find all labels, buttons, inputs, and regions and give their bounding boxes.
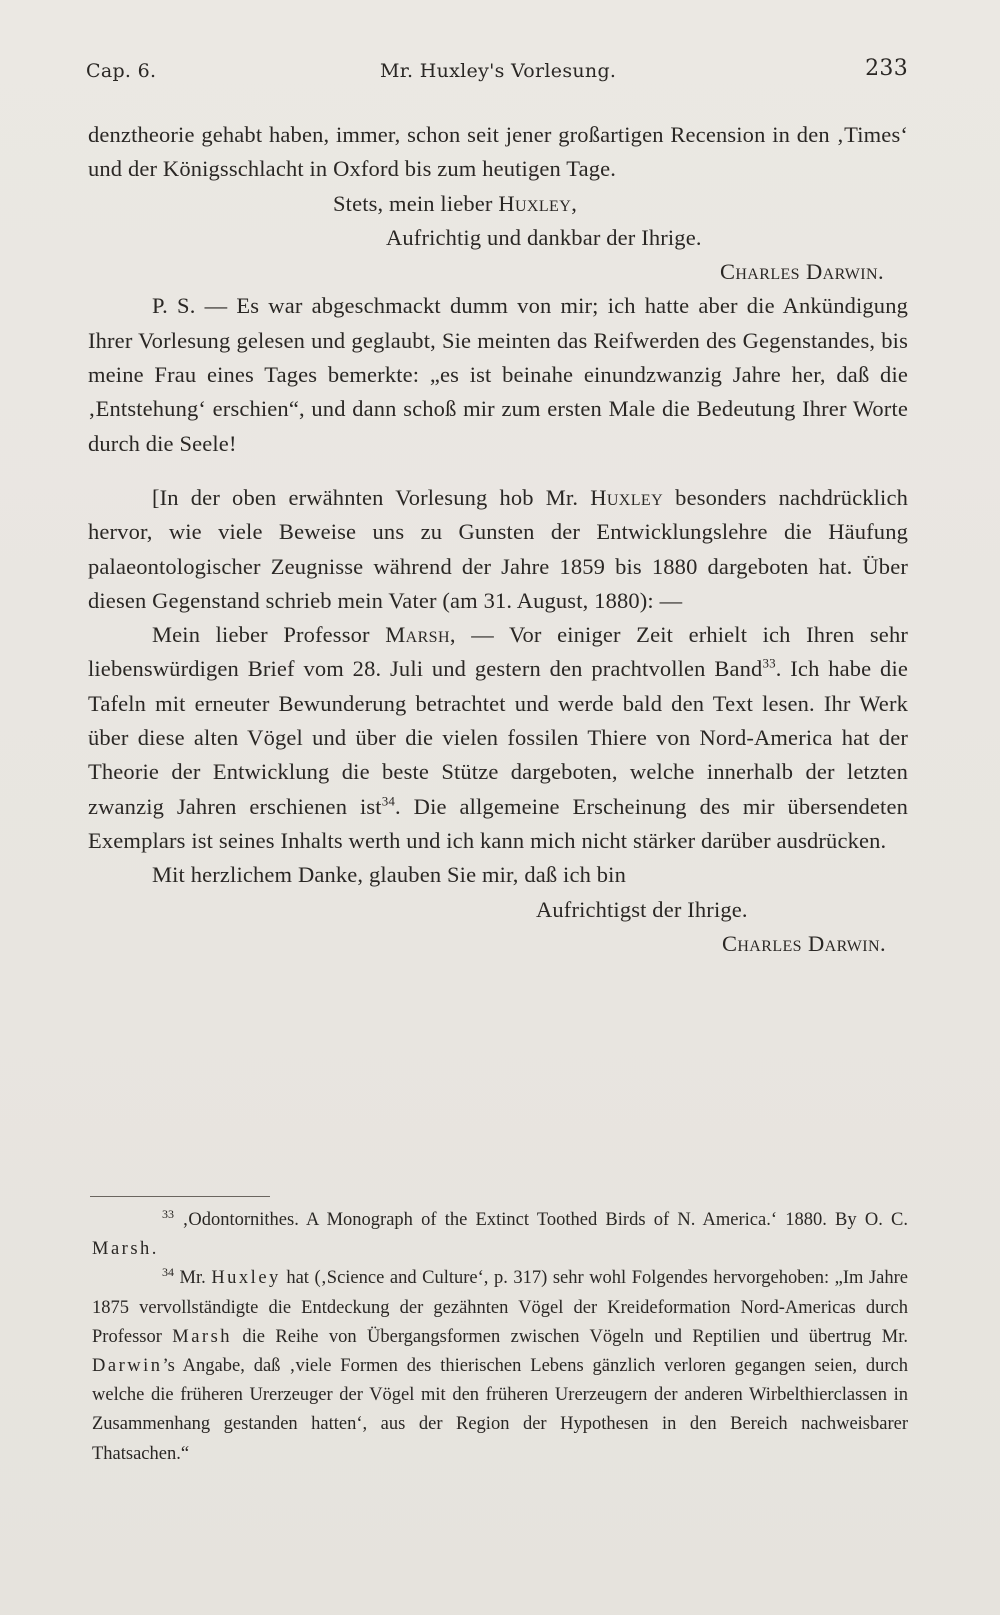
chapter-label: Cap. 6. xyxy=(86,60,157,82)
footnote-reference: 34 xyxy=(381,793,396,809)
letter-text: Mein lieber Professor xyxy=(152,622,386,648)
letter-closing-line: Aufrichtigst der Ihrige. xyxy=(536,896,748,922)
postscript-paragraph: P. S. — Es war abgeschmackt dumm von mir; ich hatte aber die Ankündigung Ihrer Vorlesung gelesen und geglaubt, Sie meinten das Reifwerden des Gegenstandes, bis meine Frau eines Tages bemerkte: „es ist beinahe einundzwanzig Jahre her, daß die ‚Entstehung‘ erschien“, und dann schoß mir zum ersten Male die Bedeutung Ihrer Worte durch die Seele! xyxy=(88,293,908,456)
footnote-text: ’s Angabe, daß ‚viele Formen des thierischen Lebens gänzlich verloren gegangen seien, durch welche die früheren Urerzeuger der Vögel mit den früheren Urerzeugern der anderen Wirbelthierclassen in Zusammenhang gestanden hatten‘, aus der Region der Hypothesen in den Bereich nachweisbarer Thatsachen.“ xyxy=(92,1356,908,1464)
editorial-text: [In der oben erwähnten Vorlesung hob Mr. xyxy=(152,484,591,510)
closing-text: Stets, mein lieber xyxy=(333,190,499,216)
letter-paragraph xyxy=(88,618,908,858)
letter-text: , — Vor einiger Zeit erhielt ich Ihren sehr liebenswürdigen Brief vom 28. Juli und gestern den prachtvollen Band xyxy=(88,622,908,682)
running-title: Mr. Huxley's Vorlesung. xyxy=(380,60,617,82)
letter-text: . Die allgemeine Erscheinung des mir übersendeten Exemplars ist seines Inhalts werth und ich kann mich nicht stärker darüber ausdrücken. xyxy=(88,793,908,853)
footnotes xyxy=(92,1206,908,1469)
letter-closing-line: Mit herzlichem Danke, glauben Sie mir, daß ich bin xyxy=(152,862,626,888)
running-header xyxy=(86,56,908,86)
footnote-text: Mr. xyxy=(174,1268,212,1289)
page-number: 233 xyxy=(865,56,908,81)
person-name: Marsh xyxy=(385,622,450,648)
letter-closing-line: Aufrichtig und dankbar der Ihrige. xyxy=(386,224,702,250)
footnote-33 xyxy=(92,1206,908,1264)
person-name: Marsh xyxy=(172,1326,233,1347)
addressee-name: Huxley xyxy=(498,190,572,216)
paragraph-gap xyxy=(88,461,908,481)
closing-punct: , xyxy=(571,190,577,216)
footnote-marker: 34 xyxy=(162,1265,174,1280)
footnote-text: . xyxy=(151,1239,157,1260)
footnote-text: hat (‚Science and Culture‘, p. 317) sehr wohl Folgendes hervorgehoben: „Im Jahre 1875 vervollständigte die Entdeckung der gezähnten Vögel der Kreideformation Nord-Americas durch Professor xyxy=(92,1268,908,1347)
signature: Charles Darwin. xyxy=(721,930,886,956)
footnote-rule xyxy=(90,1196,270,1197)
person-name: Darwin xyxy=(92,1356,163,1377)
footnote-34 xyxy=(92,1264,908,1468)
letter-closing-line xyxy=(88,187,908,221)
footnote-text: die Reihe von Übergangsformen zwischen Vögeln und Reptilien und übertrug Mr. xyxy=(232,1326,908,1347)
footnote-text: ‚Odontornithes. A Monograph of the Extinct Toothed Birds of N. America.‘ 1880. By O. C. xyxy=(174,1210,908,1230)
footnote-marker: 33 xyxy=(162,1206,174,1221)
paragraph-continuation: denztheorie gehabt haben, immer, schon seit jener großartigen Recension in den ‚Times‘ und der Königsschlacht in Oxford bis zum heutigen Tage. xyxy=(88,122,908,182)
person-name: Marsh xyxy=(92,1239,152,1260)
person-name: Huxley xyxy=(590,484,664,510)
editorial-paragraph xyxy=(88,481,908,618)
editorial-text: besonders nachdrücklich hervor, wie viele Beweise uns zu Gunsten der Entwicklungslehre die Häufung palaeontologischer Zeugnisse während der Jahre 1859 bis 1880 dargeboten hat. Über diesen Gegenstand schrieb mein Vater (am 31. August, 1880): — xyxy=(88,484,908,613)
signature: Charles Darwin. xyxy=(719,259,884,285)
person-name: Huxley xyxy=(211,1268,281,1289)
main-text xyxy=(88,118,908,961)
footnote-reference: 33 xyxy=(762,655,776,671)
letter-text: . Ich habe die Tafeln mit erneuter Bewunderung betrachtet und werde bald den Text lesen. Ihr Werk über diese alten Vögel und über die vielen fossilen Thiere von Nord-America hat der Theorie der Entwicklung die beste Stütze dargeboten, welche innerhalb der letzten zwanzig Jahren erschienen ist xyxy=(88,656,908,819)
